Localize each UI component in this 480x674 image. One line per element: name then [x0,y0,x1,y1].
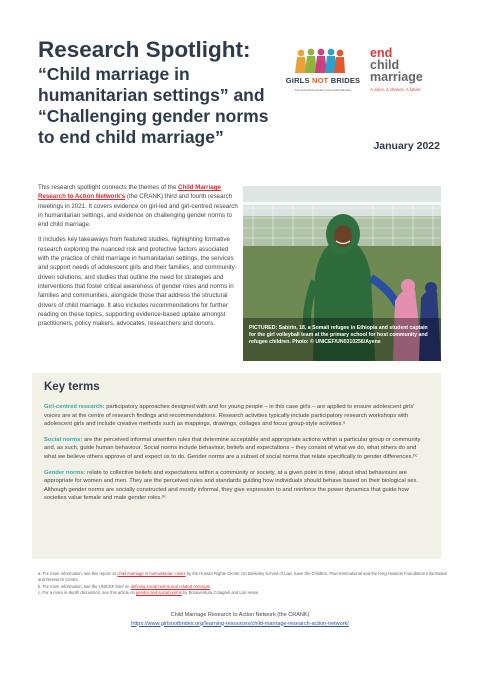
girls-not-brides-tagline: The Global Partnership to End Child Marriage [294,88,352,92]
footnote-link[interactable]: defining social norms and related concepts [130,583,211,589]
footnotes [38,571,448,597]
publication-date: January 2022 [373,140,440,152]
key-terms-list [44,403,430,510]
girls-figures-icon [295,47,345,75]
ecm-tagline: A voice. A chance. A future. [370,87,422,92]
footnote-link[interactable]: child marriage in humanitarian crises [117,571,186,576]
intro-paragraph-1: This research spotlight connects the themes of the Child Marriage Research to Action Network's (the CRANK) third and fourth research meetings in 2021. It covers evidence on girl-led and girl-centred research in humanitarian settings, and evidence on challenging gender norms to end child marriage. [38,184,238,229]
footnote-link[interactable]: gender and social norms [136,590,182,596]
key-terms-box [32,373,441,559]
intro-paragraph-2: It includes key takeaways from featured studies, highlighting formative research exploring the nuanced risk and protective factors associated with the practice of child marriage in humanitarian settings, the services and support needs of adolescent girls and their families, and community-driven solutions; and studies that outline the need for strategies and interventions that foster critical awareness of gender roles and norms in families and communities, alongside those that address the structural drivers of child marriage. It also includes recommendations for further reading on these topics, supporting evidence-based uptake amongst practitioners, policy makers, advocates, researchers and donors. [38,236,237,328]
footer-network-name: Child Marriage Research to Action Network (the CRANK) [170,612,310,618]
key-term-item [44,436,430,462]
girls-not-brides-wordmark: GIRLS NOT BRIDES [285,76,361,85]
key-term-definition: relate to collective beliefs and expectations within a community or society, at a given point in time, about what behaviours are appropriate for women and men. They are the perceived rules and standards guiding how individuals should behave based on their biological sex. Although gender norms are socially constructed and mostly informal, they give expression to and reinforce the power dynamics that guide how societies value female and male gender roles.ᵇᶜ [44,469,419,502]
end-child-marriage-logo [370,47,450,102]
key-term-definition: are the perceived informal unwritten rules that determine acceptable and appropriate actions within a particular group or community and, as such, guide human behaviour. Social norms include behaviour, beliefs and expectations – they consist of what we do, what others do and what we believe others approve of and expect us to do. Gender norms are a subset of social norms that relate specifically to gender differences.ᵇᶜ [44,436,421,460]
footnote-c: c. For a more in-depth discussion, see this article on gender and social norms by Bonaventura Colagreli and Lori Heise. [38,590,260,596]
title-line-1: Research Spotlight: [38,37,251,62]
footnote-b: b. For more information, see the UNICEF brief on defining social norms and related concepts. [38,583,212,589]
footnote-a: a. For more information, see this report on child marriage in humanitarian crises by the Human Rights Centre UC Berkeley School of Law, Save the Children, Plan International and the King Hussein Foundation Information and Research Centre. [38,571,448,583]
ecm-word-marriage: marriage [370,70,423,84]
key-term-label: Social norms: [44,436,83,443]
girls-not-brides-logo [283,47,363,102]
key-term-definition: participatory approaches designed with and for young people – in this case girls – are applied to ensure adolescent girls' voices are at the centre of research findings and recommendations. Research activities typically include participatory research workshops with adolescent girls and include creative methods such as mappings, drawings, collages and focus group-style activities.ᵃ [44,404,415,428]
footer-url-link[interactable]: https://www.girlsnotbrides.org/learning-resources/child-marriage-research-action-network/ [131,620,349,627]
ecm-word-end: end [370,46,393,60]
photo-caption: PICTURED: Sabirin, 18, a Somali refugee in Ethiopia and student captain for the girl volleyball team at the primary school for host community and refugee children. Photo: © UNICEF/UN0310256/Ayene [249,325,428,345]
ecm-word-child: child [370,58,400,72]
key-term-item [44,469,430,503]
footer [0,611,480,628]
feature-photo [243,186,441,361]
key-term-item [44,403,430,429]
key-terms-heading: Key terms [44,381,100,393]
title-line-2: “Child marriage in humanitarian settings” and “Challenging gender norms to end child marriage” [38,64,269,148]
page-title [38,38,278,148]
crank-link[interactable]: Child Marriage Research to Action Network's [38,184,221,201]
key-term-label: Gender norms: [44,469,86,476]
intro-text [38,183,238,334]
key-term-label: Girl-centred research: [44,404,105,410]
